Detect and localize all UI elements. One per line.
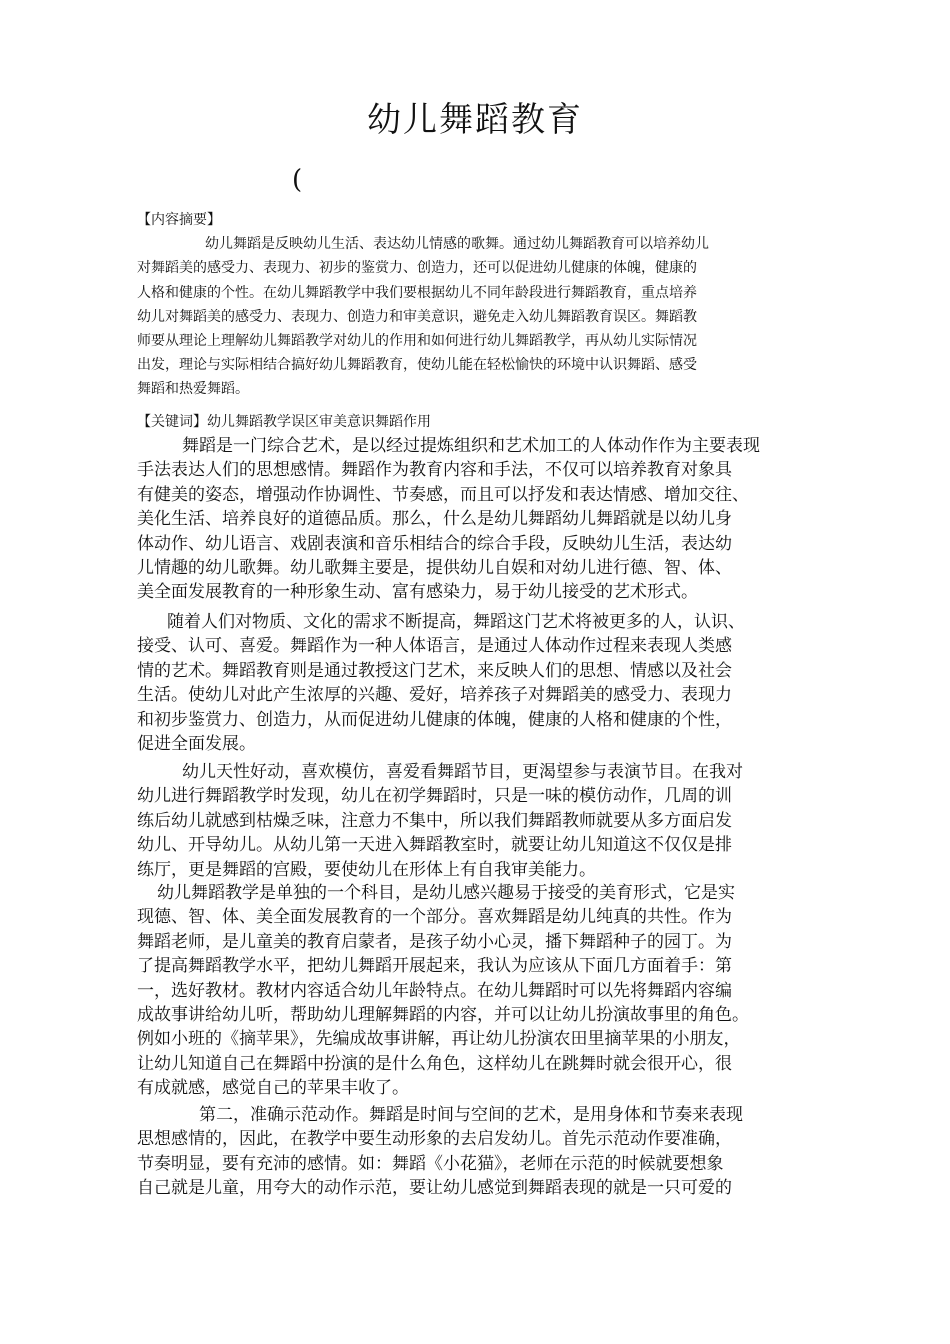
paragraph-line: 幼儿天性好动，喜欢模仿，喜爱看舞蹈节目，更渴望参与表演节目。在我对 [182, 762, 743, 782]
body-paragraph-2 [137, 610, 837, 756]
body-paragraph-5 [137, 1103, 837, 1201]
paragraph-line: 幼儿、开导幼儿。从幼儿第一天进入舞蹈教室时，就要让幼儿知道这不仅仅是排 [137, 835, 732, 856]
paragraph-line: 儿情趣的幼儿歌舞。幼儿歌舞主要是，提供幼儿自娱和对幼儿进行德、智、体、 [137, 558, 732, 579]
paragraph-line: 体动作、幼儿语言、戏剧表演和音乐相结合的综合手段，反映幼儿生活，表达幼 [137, 533, 732, 554]
abstract-line: 幼儿对舞蹈美的感受力、表现力、创造力和审美意识，避免走入幼儿舞蹈教育误区。舞蹈教 [137, 308, 697, 325]
paragraph-line: 练后幼儿就感到枯燥乏味，注意力不集中，所以我们舞蹈教师就要从多方面启发 [137, 810, 732, 831]
paragraph-line: 练厅，更是舞蹈的宫殿，要使幼儿在形体上有自我审美能力。 [137, 859, 596, 880]
paragraph-line: 舞蹈是一门综合艺术，是以经过提炼组织和艺术加工的人体动作作为主要表现 [182, 436, 760, 456]
keywords-line: 【关键词】幼儿舞蹈教学误区审美意识舞蹈作用 [137, 414, 431, 430]
abstract-line: 舞蹈和热爱舞蹈。 [137, 381, 249, 398]
paragraph-line: 一，选好教材。教材内容适合幼儿年龄特点。在幼儿舞蹈时可以先将舞蹈内容编 [137, 980, 732, 1001]
paragraph-line: 舞蹈老师，是儿童美的教育启蒙者，是孩子幼小心灵，播下舞蹈种子的园丁。为 [137, 931, 732, 952]
abstract-section [137, 208, 827, 402]
paragraph-line: 第二，准确示范动作。舞蹈是时间与空间的艺术，是用身体和节奏来表现 [199, 1105, 743, 1125]
paragraph-line: 思想感情的，因此，在教学中要生动形象的去启发幼儿。首先示范动作要准确， [137, 1129, 732, 1150]
paragraph-line: 美全面发展教育的一种形象生动、富有感染力，易于幼儿接受的艺术形式。 [137, 582, 698, 603]
paragraph-line: 情的艺术。舞蹈教育则是通过教授这门艺术，来反映人们的思想、情感以及社会 [137, 660, 732, 681]
paragraph-line: 接受、认可、喜爱。舞蹈作为一种人体语言，是通过人体动作过程来表现人类感 [137, 636, 732, 657]
paragraph-line: 手法表达人们的思想感情。舞蹈作为教育内容和手法，不仅可以培养教育对象具 [137, 460, 732, 481]
keywords-section [137, 410, 827, 434]
paragraph-line: 成故事讲给幼儿听，帮助幼儿理解舞蹈的内容，并可以让幼儿扮演故事里的角色。 [137, 1005, 749, 1026]
abstract-line: 师要从理论上理解幼儿舞蹈教学对幼儿的作用和如何进行幼儿舞蹈教学，再从幼儿实际情况 [137, 333, 697, 350]
paragraph-line: 和初步鉴赏力、创造力，从而促进幼儿健康的体魄，健康的人格和健康的个性， [137, 709, 732, 730]
paragraph-line: 美化生活、培养良好的道德品质。那么，什么是幼儿舞蹈幼儿舞蹈就是以幼儿身 [137, 509, 732, 530]
abstract-label: 【内容摘要】 [137, 212, 221, 228]
abstract-line: 对舞蹈美的感受力、表现力、初步的鉴赏力、创造力，还可以促进幼儿健康的体魄，健康的 [137, 260, 697, 277]
body-paragraph-4 [137, 881, 837, 1101]
paragraph-line: 让幼儿知道自己在舞蹈中扮演的是什么角色，这样幼儿在跳舞时就会很开心，很 [137, 1053, 732, 1074]
abstract-line: 出发，理论与实际相结合搞好幼儿舞蹈教育，使幼儿能在轻松愉快的环境中认识舞蹈、感受 [137, 357, 697, 374]
paragraph-line: 现德、智、体、美全面发展教育的一个部分。喜欢舞蹈是幼儿纯真的共性。作为 [137, 907, 732, 928]
paragraph-line: 随着人们对物质、文化的需求不断提高，舞蹈这门艺术将被更多的人，认识、 [167, 612, 745, 632]
paragraph-line: 有成就感，感觉自己的苹果丰收了。 [137, 1078, 409, 1099]
paragraph-line: 自己就是儿童，用夸大的动作示范，要让幼儿感觉到舞蹈表现的就是一只可爱的 [137, 1178, 732, 1199]
abstract-line: 幼儿舞蹈是反映幼儿生活、表达幼儿情感的歌舞。通过幼儿舞蹈教育可以培养幼儿 [205, 236, 709, 253]
body-paragraph-1 [137, 434, 837, 605]
body-paragraph-3 [137, 760, 837, 882]
paragraph-line: 幼儿进行舞蹈教学时发现，幼儿在初学舞蹈时，只是一味的模仿动作，几周的训 [137, 786, 732, 807]
paragraph-line: 例如小班的《摘苹果》，先编成故事讲解，再让幼儿扮演农田里摘苹果的小朋友， [137, 1029, 741, 1050]
abstract-line: 人格和健康的个性。在幼儿舞蹈教学中我们要根据幼儿不同年龄段进行舞蹈教育，重点培养 [137, 284, 697, 301]
paragraph-line: 节奏明显，要有充沛的感情。如：舞蹈《小花猫》，老师在示范的时候就要想象 [137, 1153, 724, 1174]
paragraph-line: 幼儿舞蹈教学是单独的一个科目，是幼儿感兴趣易于接受的美育形式，它是实 [157, 883, 735, 903]
paragraph-line: 了提高舞蹈教学水平，把幼儿舞蹈开展起来，我认为应该从下面几方面着手：第 [137, 956, 732, 977]
title-parenthesis: ( [292, 165, 303, 195]
document-title: 幼儿舞蹈教育 [367, 100, 583, 140]
paragraph-line: 生活。使幼儿对此产生浓厚的兴趣、爱好，培养孩子对舞蹈美的感受力、表现力 [137, 685, 732, 706]
paragraph-line: 有健美的姿态，增强动作协调性、节奏感，而且可以抒发和表达情感、增加交往、 [137, 484, 749, 505]
paragraph-line: 促进全面发展。 [137, 734, 256, 755]
